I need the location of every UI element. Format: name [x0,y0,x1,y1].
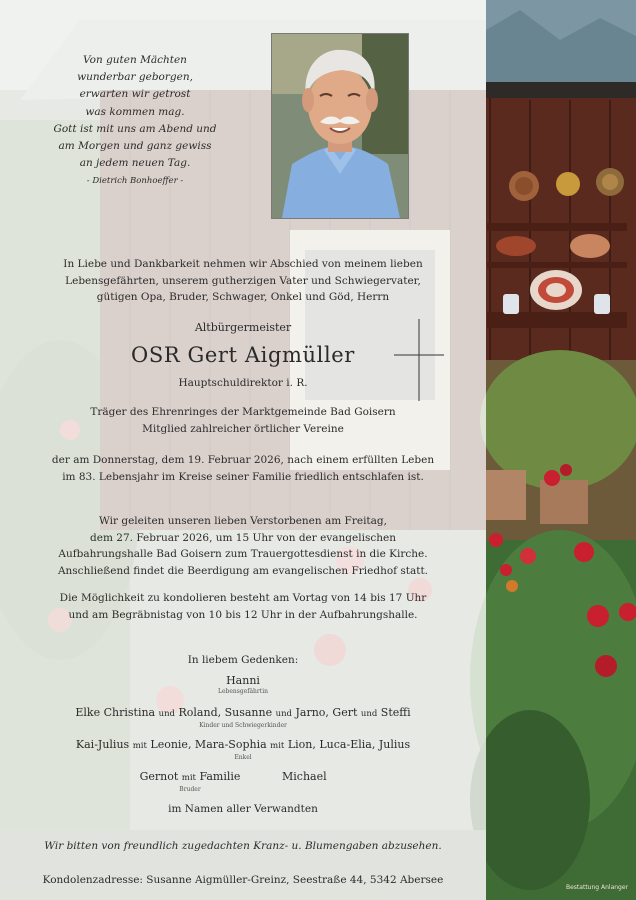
child-name: Jarno, Gert [295,706,358,719]
funeral-line: dem 27. Februar 2026, um 15 Uhr von der evangelischen [90,531,396,544]
brother-name: Gernot [139,770,179,783]
child-name: Elke Christina [75,706,156,719]
condolence-line: Die Möglichkeit zu kondolieren besteht am Vortag von 14 bis 17 Uhr [59,592,427,604]
honor-line: Mitglied zahlreicher örtlicher Vereine [142,422,344,435]
connector: und [158,709,175,719]
condolence-address: Kondolenzadresse: Susanne Aigmüller-Greinz, Seestraße 44, 5342 Abersee [42,874,444,886]
grandchild-name: Kai-Julius [75,738,130,751]
connector: mit [132,741,147,751]
connector: mit [181,773,196,783]
funeral-line: Anschließend findet die Beerdigung am evangelischen Friedhof statt. [57,564,429,577]
funeral-line: Wir geleiten unseren lieben Verstorbenen am Freitag, [99,515,387,527]
partner-name: Hanni [226,674,260,687]
intro-text [20,256,466,306]
mourner-siblings [20,770,466,800]
deceased-name: OSR Gert Aigmüller [131,343,355,367]
poem-line: wunderbar geborgen, [77,71,193,84]
poem-line: an jedem neuen Tag. [79,157,191,170]
partner-role: Lebensgefährtin [218,688,268,695]
death-notice [20,452,466,485]
death-line: der am Donnerstag, dem 19. Februar 2026, nach einem erfüllten Leben [51,454,435,466]
poem-line: was kommen mag. [85,105,185,118]
honors [20,404,466,437]
grandchildren-role: Enkel [234,754,252,761]
mourner-children [20,706,466,730]
brother-michael: Michael [282,770,327,783]
connector: und [360,709,378,719]
child-name: Roland, Susanne [178,706,273,719]
grandchild-name: Lion, Luca-Elia, Julius [287,738,411,751]
brother-family: Familie [199,770,241,783]
intro-line: In Liebe und Dankbarkeit nehmen wir Abschied von meinem lieben [63,258,423,270]
poem-author: - Dietrich Bonhoeffer - [86,176,184,187]
brother-names [130,770,250,785]
grandchildren-names [20,738,466,753]
condolence-info [20,590,466,623]
poem [40,52,230,191]
flower-request: Wir bitten von freundlich zugedachten Kranz- u. Blumengaben abzusehen. [44,840,442,852]
portrait-image [272,34,408,218]
condolence-line: und am Begräbnistag von 10 bis 12 Uhr in der Aufbahrungshalle. [68,608,418,621]
photo-credit: Bestattung Anlanger [566,884,629,891]
deceased-title: Altbürgermeister [194,321,292,334]
child-name: Steffi [380,706,411,719]
children-role: Kinder und Schwiegerkinder [199,722,287,729]
mourner-grandchildren [20,738,466,762]
intro-line: gütigen Opa, Bruder, Schwager, Onkel und Göd, Herrn [96,291,390,304]
poem-line: erwarten wir getrost [79,88,191,101]
funeral-line: Aufbahrungshalle Bad Goisern zum Trauergottesdienst in die Kirche. [58,548,428,561]
intro-line: Lebensgefährten, unserem gutherzigen Vater und Schwiegervater, [65,274,421,287]
children-names [20,706,466,721]
brother-role: Bruder [179,786,201,793]
deceased-subtitle: Hauptschuldirektor i. R. [178,377,308,389]
funeral-info [20,513,466,579]
portrait-photo [271,33,409,219]
grandchild-name: Leonie, Mara-Sophia [150,738,267,751]
poem-line: Von guten Mächten [83,54,187,66]
connector: mit [270,741,285,751]
connector: und [275,709,292,719]
poem-line: am Morgen und ganz gewiss [58,140,212,153]
honor-line: Träger des Ehrenringes der Marktgemeinde Bad Goisern [90,406,396,418]
relatives-line: im Namen aller Verwandten [168,803,318,815]
mourners-heading: In liebem Gedenken: [187,654,299,666]
death-line: im 83. Lebensjahr im Kreise seiner Familie friedlich entschlafen ist. [62,470,424,483]
poem-line: Gott ist mit uns am Abend und [53,122,217,135]
mourner-partner [20,674,466,696]
brother-gernot [130,770,250,794]
